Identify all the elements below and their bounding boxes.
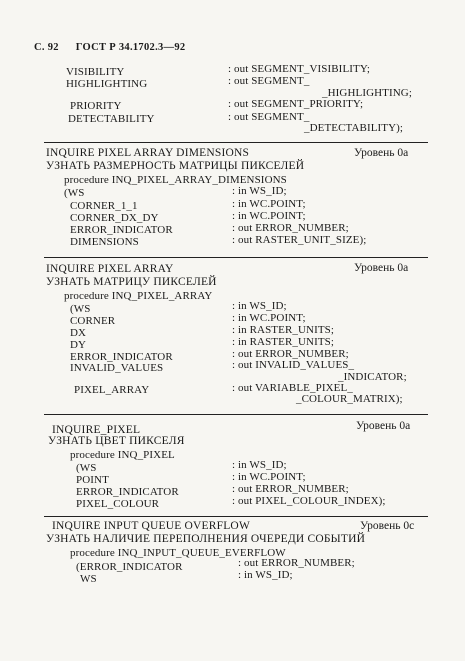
standard-designation: ГОСТ Р 34.1702.3—92	[75, 42, 186, 53]
param-decl: : in WS_ID;	[232, 185, 287, 197]
param-decl: : out INVALID_VALUES_	[232, 359, 355, 371]
procedure-signature: procedure INQ_PIXEL_ARRAY_DIMENSIONS	[64, 174, 287, 186]
param-name: DY	[70, 339, 87, 351]
section-title: INQUIRE INPUT QUEUE OVERFLOW	[52, 520, 250, 532]
param-name: PRIORITY	[70, 100, 122, 112]
param-name: PIXEL_COLOUR	[76, 498, 160, 510]
section-level: Уровень 0a	[354, 262, 409, 274]
param-name: HIGHLIGHTING	[66, 78, 148, 90]
param-decl: : in WC.POINT;	[232, 210, 306, 222]
param-decl: : out SEGMENT_	[228, 75, 310, 87]
param-name: CORNER_DX_DY	[70, 212, 159, 224]
param-name: CORNER_1_1	[70, 200, 138, 212]
param-decl-continuation: _COLOUR_MATRIX);	[296, 393, 403, 405]
param-decl-continuation: _INDICATOR;	[338, 371, 407, 383]
param-decl-continuation: _DETECTABILITY);	[304, 122, 404, 134]
param-decl: : in WC.POINT;	[232, 471, 306, 483]
section-level: Уровень 0c	[360, 520, 415, 532]
param-decl: : out VARIABLE_PIXEL_	[232, 382, 353, 394]
param-decl: : out ERROR_NUMBER;	[232, 348, 349, 360]
section-title-ru: УЗНАТЬ РАЗМЕРНОСТЬ МАТРИЦЫ ПИКСЕЛЕЙ	[46, 160, 305, 172]
section-level: Уровень 0a	[354, 147, 409, 159]
section-rule	[44, 142, 428, 143]
procedure-signature: procedure INQ_PIXEL_ARRAY	[64, 290, 213, 302]
param-name: DETECTABILITY	[68, 113, 155, 125]
param-name: ERROR_INDICATOR	[70, 224, 173, 236]
procedure-signature: procedure INQ_INPUT_QUEUE_EVERFLOW	[70, 547, 286, 559]
section-rule	[44, 516, 428, 517]
param-decl: : in WC.POINT;	[232, 312, 306, 324]
param-decl: : out PIXEL_COLOUR_INDEX);	[232, 495, 386, 507]
section-title: INQUIRE_PIXEL	[52, 424, 141, 436]
param-decl: : out ERROR_NUMBER;	[232, 222, 349, 234]
param-name: ERROR_INDICATOR	[70, 351, 173, 363]
param-decl: : out SEGMENT_VISIBILITY;	[228, 63, 371, 75]
section-title-ru: УЗНАТЬ ЦВЕТ ПИКСЕЛЯ	[48, 435, 185, 447]
param-decl: : out ERROR_NUMBER;	[232, 483, 349, 495]
param-decl: : in RASTER_UNITS;	[232, 324, 335, 336]
section-rule	[44, 257, 428, 258]
param-name: CORNER	[70, 315, 116, 327]
param-name: VISIBILITY	[66, 66, 125, 78]
param-name: DIMENSIONS	[70, 236, 139, 248]
procedure-signature: procedure INQ_PIXEL	[70, 449, 175, 461]
param-name: POINT	[76, 474, 109, 486]
section-title-ru: УЗНАТЬ МАТРИЦУ ПИКСЕЛЕЙ	[46, 276, 217, 288]
page-header	[34, 42, 199, 53]
param-decl: : out SEGMENT_PRIORITY;	[228, 98, 364, 110]
param-name: (WS	[64, 187, 85, 199]
param-decl: : in WS_ID;	[238, 569, 293, 581]
section-title-ru: УЗНАТЬ НАЛИЧИЕ ПЕРЕПОЛНЕНИЯ ОЧЕРЕДИ СОБЫТИЙ	[46, 533, 366, 545]
page-number: С. 92	[34, 42, 59, 53]
param-name: (WS	[76, 462, 97, 474]
param-decl: : out SEGMENT_	[228, 111, 310, 123]
param-name: WS	[80, 573, 97, 585]
param-decl-continuation: _HIGHLIGHTING;	[322, 87, 412, 99]
param-name: (ERROR_INDICATOR	[76, 561, 183, 573]
param-name: INVALID_VALUES	[70, 362, 164, 374]
section-level: Уровень 0a	[356, 420, 411, 432]
param-name: ERROR_INDICATOR	[76, 486, 179, 498]
section-title: INQUIRE PIXEL ARRAY	[46, 263, 174, 275]
section-title: INQUIRE PIXEL ARRAY DIMENSIONS	[46, 147, 250, 159]
param-decl: : in RASTER_UNITS;	[232, 336, 335, 348]
param-decl: : in WS_ID;	[232, 459, 287, 471]
param-name: (WS	[70, 303, 91, 315]
param-decl: : out RASTER_UNIT_SIZE);	[232, 234, 367, 246]
param-decl: : in WS_ID;	[232, 300, 287, 312]
param-decl: : in WC.POINT;	[232, 198, 306, 210]
param-name: DX	[70, 327, 87, 339]
section-rule	[44, 414, 428, 415]
param-name: PIXEL_ARRAY	[74, 384, 150, 396]
param-decl: : out ERROR_NUMBER;	[238, 557, 355, 569]
